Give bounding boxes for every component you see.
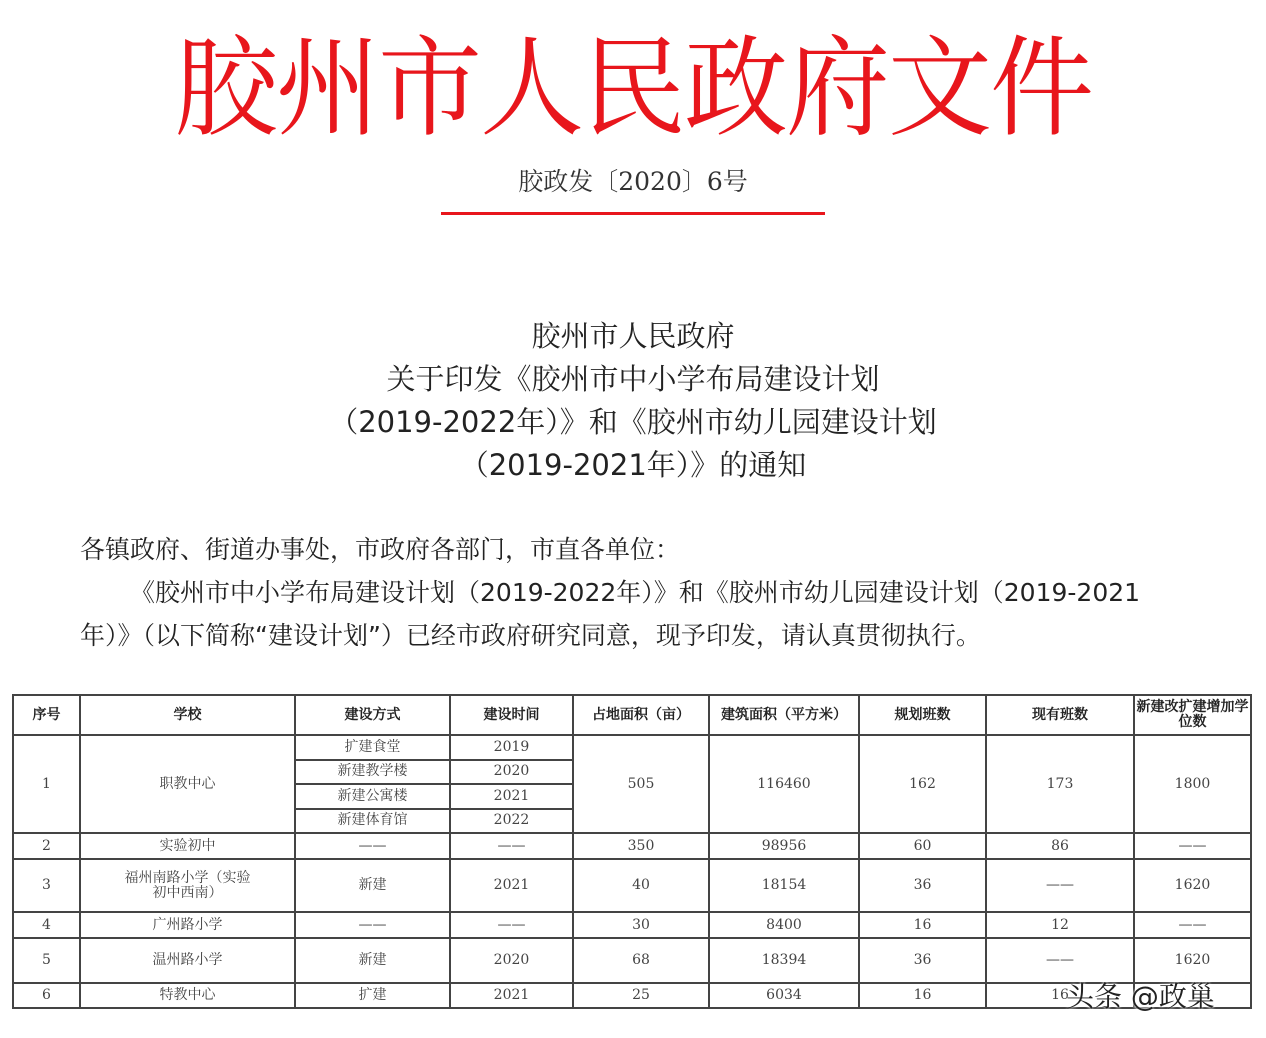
table-cell: 6	[13, 983, 80, 1008]
table-cell: 505	[573, 735, 709, 833]
school-plan-table	[12, 694, 1252, 1009]
table-cell: 16	[859, 912, 986, 938]
table-cell: 1620	[1134, 938, 1251, 983]
table-cell: 新建	[295, 859, 450, 912]
column-header: 规划班数	[859, 695, 986, 735]
table-cell: 2021	[450, 859, 573, 912]
document-number: 胶政发〔2020〕6号	[518, 167, 748, 196]
table-cell: ——	[295, 833, 450, 859]
table-cell: 86	[986, 833, 1134, 859]
table-cell: 18394	[709, 938, 859, 983]
table-cell: 30	[573, 912, 709, 938]
table-cell: ——	[1134, 912, 1251, 938]
table-cell: ——	[986, 938, 1134, 983]
table-cell: 职教中心	[80, 735, 295, 833]
table-cell: 实验初中	[80, 833, 295, 859]
body-paragraph: 《胶州市中小学布局建设计划（2019-2022年）》和《胶州市幼儿园建设计划（2019-2021年）》（以下简称“建设计划”）已经市政府研究同意，现予印发，请认真贯彻执行。	[80, 578, 1141, 650]
table-cell: 6034	[709, 983, 859, 1008]
table-cell: 36	[859, 938, 986, 983]
table-cell: 2021	[450, 784, 573, 809]
table-cell: 116460	[709, 735, 859, 833]
table-cell: 特教中心	[80, 983, 295, 1008]
table-cell: ——	[1134, 833, 1251, 859]
column-header: 建设方式	[295, 695, 450, 735]
table-cell: 8400	[709, 912, 859, 938]
table-cell: 4	[13, 912, 80, 938]
table-cell: 新建	[295, 938, 450, 983]
title-line: 胶州市人民政府	[531, 319, 735, 353]
table-cell: 新建体育馆	[295, 809, 450, 834]
table-cell: 广州路小学	[80, 912, 295, 938]
table-cell: 扩建食堂	[295, 735, 450, 760]
column-header: 建设时间	[450, 695, 573, 735]
table-cell: 98956	[709, 833, 859, 859]
table-cell: 1	[13, 735, 80, 833]
table-cell: 173	[986, 735, 1134, 833]
table-cell: 1800	[1134, 735, 1251, 833]
table-header-row	[13, 695, 1251, 735]
table-cell: 新建公寓楼	[295, 784, 450, 809]
table-cell: 2019	[450, 735, 573, 760]
column-header: 序号	[13, 695, 80, 735]
table-row	[13, 912, 1251, 938]
column-header: 新建改扩建增加学位数	[1134, 695, 1251, 735]
table-cell: 350	[573, 833, 709, 859]
table-cell: 2020	[450, 938, 573, 983]
table-cell: 温州路小学	[80, 938, 295, 983]
salutation: 各镇政府、街道办事处，市政府各部门，市直各单位：	[80, 535, 681, 564]
table-cell: 25	[573, 983, 709, 1008]
table-cell: 60	[859, 833, 986, 859]
table-cell: ——	[450, 912, 573, 938]
document-header-title: 胶州市人民政府文件	[173, 23, 1092, 153]
table-cell: 18154	[709, 859, 859, 912]
table-cell: 2021	[450, 983, 573, 1008]
watermark: 头条 @政巢	[1066, 980, 1215, 1013]
table-row	[13, 735, 1251, 760]
table-cell: 扩建	[295, 983, 450, 1008]
table-cell: ——	[986, 859, 1134, 912]
table-cell: 新建教学楼	[295, 760, 450, 785]
column-header: 占地面积（亩）	[573, 695, 709, 735]
column-header: 现有班数	[986, 695, 1134, 735]
table-cell: 5	[13, 938, 80, 983]
table-cell: 福州南路小学（实验初中西南）	[80, 859, 295, 912]
table-cell: 12	[986, 912, 1134, 938]
table-cell: 40	[573, 859, 709, 912]
table-cell: 16	[986, 983, 1134, 1008]
table-cell: ——	[295, 912, 450, 938]
title-line: 关于印发《胶州市中小学布局建设计划	[386, 362, 880, 396]
table-row	[13, 859, 1251, 912]
red-divider	[441, 212, 825, 215]
column-header: 建筑面积（平方米）	[709, 695, 859, 735]
table-cell: 16	[859, 983, 986, 1008]
notice-body	[80, 528, 1170, 657]
table-cell: ——	[450, 833, 573, 859]
table-cell: 36	[859, 859, 986, 912]
table-cell: 2022	[450, 809, 573, 834]
table-cell: 2020	[450, 760, 573, 785]
table-cell: 162	[859, 735, 986, 833]
title-line: （2019-2021年）》的通知	[459, 448, 807, 482]
table-cell: 3	[13, 859, 80, 912]
notice-title	[0, 315, 1266, 487]
table-row	[13, 833, 1251, 859]
table-cell: 2	[13, 833, 80, 859]
title-line: （2019-2022年）》和《胶州市幼儿园建设计划	[329, 405, 937, 439]
table-cell: 1620	[1134, 859, 1251, 912]
table-cell: 68	[573, 938, 709, 983]
column-header: 学校	[80, 695, 295, 735]
